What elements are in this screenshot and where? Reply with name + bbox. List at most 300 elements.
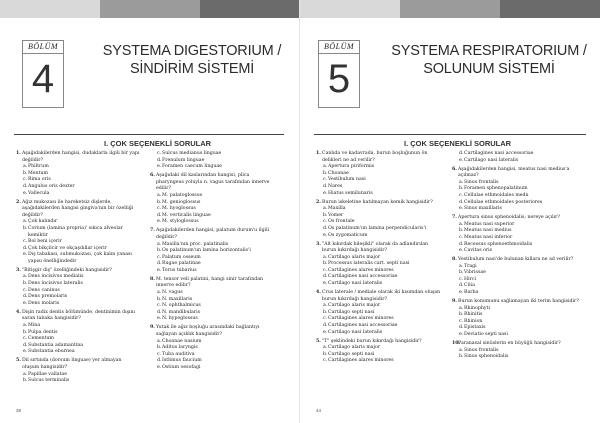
option-text: Substantia adamantina bbox=[28, 342, 84, 348]
option-text: Çok bikçilcir ve okçaşdıllar içerir bbox=[28, 245, 107, 251]
option-text: Foramen caecum linguae bbox=[162, 164, 222, 170]
page-number: 44 bbox=[316, 408, 322, 413]
option-letter: c. bbox=[323, 219, 328, 225]
option-text: Meatus nasi medius bbox=[464, 228, 512, 234]
question-stem bbox=[16, 358, 140, 371]
answer-option bbox=[316, 303, 442, 310]
option-letter: a. bbox=[459, 305, 464, 311]
option-text: Philtrum bbox=[28, 164, 49, 170]
question-number: 3. bbox=[316, 241, 321, 247]
option-letter: a. bbox=[157, 338, 162, 344]
question-number: 1. bbox=[316, 151, 321, 156]
option-letter: b. bbox=[459, 312, 464, 318]
question-text: M. tensor veli palatini, hangi sinir tarafından innerve edilir? bbox=[156, 276, 264, 289]
header-bar-segment bbox=[300, 0, 400, 18]
question-stem bbox=[316, 290, 442, 303]
header-bar-segment bbox=[200, 0, 300, 18]
right-header-bar bbox=[300, 0, 600, 18]
option-text: Os palatinum'un lamina perpendicularis'i bbox=[328, 225, 427, 231]
question-stem bbox=[452, 257, 582, 264]
answer-option bbox=[452, 228, 582, 235]
option-text: Vestibulum nasi bbox=[328, 177, 366, 183]
option-text: N. hypoglossus bbox=[162, 316, 198, 322]
option-letter: d. bbox=[323, 225, 328, 231]
option-letter: c. bbox=[157, 303, 162, 309]
answer-option bbox=[316, 219, 442, 226]
answer-option bbox=[452, 325, 582, 332]
answer-option bbox=[150, 290, 278, 297]
option-text: M. styloglossus bbox=[162, 219, 199, 225]
option-letter: d. bbox=[157, 358, 162, 364]
option-text: Mentum bbox=[28, 170, 48, 176]
chapter-box bbox=[318, 40, 360, 108]
option-letter: e. bbox=[459, 206, 464, 212]
option-letter: a. bbox=[323, 345, 328, 351]
answer-option bbox=[16, 252, 140, 265]
question-item bbox=[150, 173, 278, 226]
option-text: Rhinitis bbox=[464, 312, 483, 318]
header-bar-segment bbox=[0, 0, 100, 18]
answer-option bbox=[316, 323, 442, 330]
answer-option bbox=[452, 235, 582, 242]
question-text: "Bitişgir diş" özelliğindeki hangisidir? bbox=[22, 267, 112, 273]
question-stem bbox=[452, 215, 582, 222]
option-letter: c. bbox=[323, 316, 328, 322]
option-text: Dens incisivus medialis bbox=[28, 274, 84, 280]
answer-option bbox=[452, 206, 582, 213]
option-text: Cartilagines alares minores bbox=[328, 316, 394, 322]
option-letter: d. bbox=[23, 342, 28, 348]
option-letter: a. bbox=[23, 164, 28, 170]
question-number: 6. bbox=[452, 166, 457, 172]
option-letter: d. bbox=[459, 283, 464, 289]
question-number: 6. bbox=[150, 173, 155, 179]
option-letter: d. bbox=[23, 183, 28, 189]
answer-option bbox=[16, 294, 140, 301]
option-letter: d. bbox=[323, 323, 328, 329]
option-text: Cartilago nasi lateralis bbox=[328, 329, 383, 335]
option-letter: e. bbox=[323, 281, 328, 287]
question-stem bbox=[452, 341, 582, 348]
option-text: Mina bbox=[28, 323, 41, 329]
option-letter: a. bbox=[23, 323, 28, 329]
option-text: Os frontale bbox=[328, 219, 355, 225]
option-text: M. verticalis linguae bbox=[162, 212, 211, 218]
option-letter: e. bbox=[157, 219, 162, 225]
question-item bbox=[316, 200, 442, 240]
option-text: Cartilago alaris major bbox=[328, 345, 381, 351]
answer-option bbox=[16, 226, 140, 239]
option-text: Tuba auditiva bbox=[162, 351, 195, 357]
option-letter: e. bbox=[23, 300, 28, 306]
question-item bbox=[316, 151, 442, 197]
header-bar-segment bbox=[500, 0, 600, 18]
option-letter: a. bbox=[323, 254, 328, 260]
option-text: Cartilagines nasi accessoriae bbox=[464, 151, 534, 156]
option-text: Çok kalındır bbox=[28, 219, 58, 225]
option-letter: e. bbox=[459, 332, 464, 337]
option-letter: a. bbox=[157, 192, 162, 198]
option-text: Cartilagines nasi accessoriae bbox=[328, 274, 398, 280]
right-page bbox=[300, 0, 600, 423]
answer-option bbox=[16, 239, 140, 246]
question-item bbox=[16, 310, 140, 356]
question-item bbox=[452, 299, 582, 339]
option-letter: e. bbox=[323, 190, 328, 196]
option-letter: a. bbox=[157, 290, 162, 296]
option-letter: d. bbox=[23, 294, 28, 300]
option-letter: a. bbox=[459, 179, 464, 185]
option-letter: d. bbox=[157, 212, 162, 218]
header-bar-segment bbox=[400, 0, 500, 18]
option-letter: a. bbox=[323, 206, 328, 212]
question-column bbox=[316, 151, 442, 367]
question-number: 9. bbox=[150, 325, 155, 331]
option-text: Vomer bbox=[328, 212, 344, 218]
option-letter: a. bbox=[23, 274, 28, 280]
option-text: Cartilagines alares minores bbox=[328, 267, 394, 273]
option-text: Frenulum linguae bbox=[162, 157, 205, 163]
question-number: 5. bbox=[316, 338, 321, 344]
question-stem bbox=[316, 151, 442, 164]
answer-option bbox=[452, 312, 582, 319]
option-letter: b. bbox=[459, 354, 464, 360]
answer-option bbox=[316, 330, 442, 337]
option-letter: c. bbox=[323, 177, 328, 183]
question-number: 4. bbox=[316, 290, 321, 296]
option-letter: b. bbox=[323, 351, 328, 357]
answer-option bbox=[452, 354, 582, 361]
question-column bbox=[452, 151, 582, 363]
option-text: M. genioglossus bbox=[162, 199, 201, 205]
option-letter: e. bbox=[323, 329, 328, 335]
answer-option bbox=[316, 206, 442, 213]
answer-option bbox=[316, 358, 442, 365]
option-text: Rhinion bbox=[464, 318, 483, 324]
answer-option bbox=[16, 219, 140, 226]
question-item bbox=[150, 151, 278, 171]
option-text: Substantia eburnea bbox=[28, 349, 75, 355]
option-text: M. palatoglossus bbox=[162, 192, 203, 198]
option-text: Recessus sphenoethmoidalis bbox=[464, 241, 533, 247]
option-letter: e. bbox=[157, 164, 162, 170]
question-number: 10. bbox=[452, 340, 461, 346]
question-number: 9. bbox=[452, 299, 457, 305]
option-text: N. maxillaris bbox=[162, 296, 193, 302]
option-letter: c. bbox=[459, 318, 464, 324]
answer-option bbox=[150, 193, 278, 200]
option-text: M. hyoglossus bbox=[162, 206, 196, 212]
answer-option bbox=[316, 164, 442, 171]
option-letter: b. bbox=[323, 261, 328, 267]
option-text: Sinus frontalis bbox=[464, 179, 499, 185]
question-stem bbox=[452, 167, 582, 180]
question-text: Ağız mukozası ile hareketsiz dişlerde, aşağıdakilerden hangisi gingiva'nın bir özelliği değildir? bbox=[22, 199, 134, 218]
question-number: 2. bbox=[316, 199, 321, 205]
option-letter: b. bbox=[459, 228, 464, 234]
answer-option bbox=[316, 345, 442, 352]
option-letter: e. bbox=[459, 290, 464, 296]
chapter-number: 4 bbox=[31, 57, 55, 101]
option-text: Dens incisivus lateralis bbox=[28, 281, 83, 287]
option-text: Deviatio septi nasi bbox=[464, 332, 508, 337]
answer-option bbox=[452, 248, 582, 255]
option-text: Torus tubarius bbox=[162, 267, 197, 273]
option-letter: c. bbox=[23, 287, 28, 293]
page-number: 38 bbox=[16, 408, 22, 413]
question-item bbox=[150, 277, 278, 323]
option-text: Corium (lamina propria)' sıkıca alveolar kemiktir bbox=[28, 225, 123, 238]
option-letter: b. bbox=[323, 212, 328, 218]
answer-option bbox=[16, 164, 140, 171]
section-divider bbox=[14, 134, 284, 135]
option-text: Bol beni içerir bbox=[28, 239, 62, 245]
chapter-title-line2: SİNDİRİM SİSTEMİ bbox=[129, 61, 255, 77]
option-letter: b. bbox=[157, 296, 162, 302]
option-letter: d. bbox=[323, 183, 328, 189]
answer-option bbox=[452, 151, 582, 158]
option-letter: b. bbox=[323, 309, 328, 315]
question-item bbox=[452, 151, 582, 164]
option-letter: c. bbox=[157, 206, 162, 212]
question-stem bbox=[316, 242, 442, 255]
option-text: Aditus laryngis bbox=[162, 345, 198, 351]
option-text: Foramen sphenopalatinum bbox=[464, 186, 528, 192]
question-item bbox=[16, 151, 140, 197]
option-text: Cartilagines nasi accessoriae bbox=[328, 323, 398, 329]
option-text: Rugae palatinae bbox=[162, 261, 201, 267]
answer-option bbox=[150, 365, 278, 372]
option-text: Rima oris bbox=[28, 177, 51, 183]
answer-option bbox=[452, 270, 582, 277]
question-stem bbox=[150, 228, 278, 241]
question-item bbox=[452, 341, 582, 361]
question-text: Burun iskeletine katılmayan kemik hangisidir? bbox=[322, 199, 433, 205]
question-text: Apertura sinus sphenoidalis; nereye açılır? bbox=[458, 215, 560, 221]
option-text: Sinus maxillaris bbox=[464, 206, 502, 212]
option-text: Cartilagines alares minores bbox=[328, 358, 394, 364]
question-number: 5. bbox=[16, 358, 21, 364]
option-letter: d. bbox=[459, 199, 464, 205]
chapter-label: BÖLÜM bbox=[23, 41, 63, 54]
answer-option bbox=[316, 177, 442, 184]
question-item bbox=[16, 358, 140, 384]
question-text: Dişin radix dentis bölümünde, dentinimin dışını saran tabaka hangisidir? bbox=[22, 309, 136, 322]
option-text: Meatus nasi superior bbox=[464, 221, 515, 227]
option-letter: c. bbox=[23, 336, 28, 342]
option-letter: a. bbox=[459, 347, 464, 353]
option-text: Barba bbox=[464, 290, 479, 296]
option-letter: a. bbox=[157, 241, 162, 247]
option-text: Cellulae ethmoidales posteriores bbox=[464, 199, 543, 205]
option-text: Processus lateralis cart. septi nasi bbox=[328, 261, 410, 267]
option-text: Cementum bbox=[28, 336, 54, 342]
answer-option bbox=[16, 349, 140, 356]
option-text: Papillae vallatae bbox=[28, 371, 67, 377]
option-text: Rhinophyti bbox=[464, 305, 490, 311]
answer-option bbox=[452, 290, 582, 297]
option-letter: e. bbox=[459, 248, 464, 254]
chapter-box bbox=[22, 40, 64, 108]
answer-option bbox=[316, 226, 442, 233]
answer-option bbox=[150, 219, 278, 226]
option-letter: b. bbox=[23, 329, 28, 335]
option-letter: e. bbox=[23, 349, 28, 355]
option-text: N. ophthalmicus bbox=[162, 303, 201, 309]
question-text: "Alt kıkırdak bileşikli" olarak da adlandırılan burun kıkırdağı hangisidir? bbox=[322, 241, 429, 254]
answer-option bbox=[16, 184, 140, 191]
option-letter: d. bbox=[157, 157, 162, 163]
question-item bbox=[16, 200, 140, 266]
option-text: N. vagus bbox=[162, 290, 183, 296]
option-text: Hiatus semilunaris bbox=[328, 190, 373, 196]
answer-option bbox=[16, 378, 140, 385]
option-letter: e. bbox=[157, 364, 162, 370]
option-text: Cellulae ethmoidales mediı bbox=[464, 192, 529, 198]
option-letter: e. bbox=[459, 157, 464, 163]
answer-option bbox=[316, 281, 442, 288]
option-letter: c. bbox=[323, 358, 328, 364]
option-text: Maxilla bbox=[328, 206, 346, 212]
answer-option bbox=[16, 281, 140, 288]
option-letter: d. bbox=[157, 309, 162, 315]
question-item bbox=[452, 167, 582, 213]
answer-option bbox=[316, 233, 442, 240]
option-letter: d. bbox=[459, 325, 464, 331]
question-text: Vestibulum nasi'de bulunan kıllara ne ad verilir? bbox=[458, 257, 574, 263]
option-letter: b. bbox=[23, 281, 28, 287]
option-text: Sinus sphenoidalis bbox=[464, 354, 509, 360]
option-letter: b. bbox=[23, 225, 28, 231]
option-text: Epistaxis bbox=[464, 325, 486, 331]
option-letter: b. bbox=[157, 248, 162, 254]
question-item bbox=[150, 228, 278, 274]
option-letter: e. bbox=[23, 190, 28, 196]
option-text: Cartilago alaris major bbox=[328, 254, 381, 260]
option-letter: b. bbox=[323, 170, 328, 176]
question-number: 8. bbox=[150, 276, 155, 282]
option-letter: b. bbox=[157, 199, 162, 205]
option-text: N. mandibularis bbox=[162, 309, 200, 315]
option-letter: d. bbox=[157, 261, 162, 267]
section-title: I. ÇOK SEÇENEKLİ SORULAR bbox=[404, 139, 512, 148]
option-letter: d. bbox=[323, 274, 328, 280]
option-letter: c. bbox=[23, 239, 28, 245]
question-number: 4. bbox=[16, 309, 21, 315]
chapter-title bbox=[384, 42, 594, 78]
question-text: Crus laterale / mediale olarak iki kısımdan oluşan burun kıkırdağı hangisidir? bbox=[322, 290, 441, 302]
section-title: I. ÇOK SEÇENEKLİ SORULAR bbox=[104, 139, 212, 148]
answer-option bbox=[150, 345, 278, 352]
question-item bbox=[316, 290, 442, 336]
option-letter: c. bbox=[459, 234, 464, 240]
option-letter: c. bbox=[23, 177, 28, 183]
option-text: Sulcus terminalis bbox=[28, 378, 70, 384]
option-text: Choanae bbox=[328, 170, 349, 176]
option-letter: c. bbox=[323, 267, 328, 273]
option-letter: e. bbox=[323, 232, 328, 238]
option-letter: b. bbox=[459, 186, 464, 192]
question-stem bbox=[452, 299, 582, 306]
option-text: Cartilago nasi lateralis bbox=[464, 157, 519, 163]
chapter-label: BÖLÜM bbox=[319, 41, 359, 54]
option-text: Palatum osseum bbox=[162, 254, 201, 260]
question-number: 8. bbox=[452, 257, 457, 263]
question-stem bbox=[16, 200, 140, 220]
question-text: Aşağıdakilerden hangisi, meatus nasi medius'a açılmaz? bbox=[458, 166, 570, 179]
option-letter: a. bbox=[459, 221, 464, 227]
option-text: Isthmus faucium bbox=[162, 358, 202, 364]
option-text: Cartilago septi nasi bbox=[328, 309, 375, 315]
option-letter: e. bbox=[157, 316, 162, 322]
option-letter: d. bbox=[459, 241, 464, 247]
answer-option bbox=[150, 206, 278, 213]
answer-option bbox=[16, 323, 140, 330]
option-letter: e. bbox=[157, 267, 162, 273]
question-column bbox=[16, 151, 140, 387]
question-stem bbox=[16, 310, 140, 323]
option-text: Cartilago septi nasi bbox=[328, 351, 375, 357]
option-text: Hirci bbox=[464, 276, 476, 282]
answer-option bbox=[150, 358, 278, 365]
option-letter: a. bbox=[23, 371, 28, 377]
option-text: Cavitas oris bbox=[464, 248, 493, 254]
question-text: Aşağıdakilerden hangisi, palatum durum'u ilgili değildir? bbox=[156, 228, 270, 240]
option-text: Maxilla'nın proc. palatinalis bbox=[162, 241, 229, 247]
option-text: Vallecula bbox=[28, 190, 50, 196]
answer-option bbox=[452, 332, 582, 339]
question-text: Paranasal sinüslerin en büyüğü hangisidir? bbox=[458, 340, 561, 346]
question-column bbox=[150, 151, 278, 374]
question-item bbox=[316, 339, 442, 365]
option-text: Os palatinum'un lamina horizontalis'i bbox=[162, 248, 251, 254]
question-text: Aşağıdaki dil kaslarından hangisi, plica pharyngeus yoluyla n. vagus tarafından innerve edilir? bbox=[156, 173, 270, 192]
option-text: Apertura piriformis bbox=[328, 164, 375, 170]
answer-option bbox=[150, 248, 278, 255]
option-text: Os zygomaticum bbox=[328, 232, 368, 238]
chapter-title-line1: SYSTEMA RESPIRATORIUM / bbox=[391, 43, 587, 59]
question-item bbox=[452, 257, 582, 297]
answer-option bbox=[316, 191, 442, 198]
chapter-title bbox=[92, 42, 292, 78]
question-text: Burun konumunu sağlamayan iki terim hangisidir? bbox=[458, 299, 579, 305]
chapter-title-line2: SOLUNUM SİSTEMİ bbox=[423, 61, 555, 77]
question-text: Canlıda ve kadavrada, burun boşluğunun ön delikleri ne ad verilir? bbox=[322, 151, 428, 163]
option-text: Sinus frontalis bbox=[464, 347, 499, 353]
answer-option bbox=[452, 186, 582, 193]
question-text: "T" şeklindeki burun kıkırdağı hangisidir? bbox=[322, 338, 422, 344]
question-number: 7. bbox=[452, 215, 457, 221]
question-number: 3. bbox=[16, 267, 21, 273]
option-letter: b. bbox=[157, 345, 162, 351]
answer-option bbox=[316, 261, 442, 268]
option-text: Dış tabakası, submukozası, çok kalın yanası yapısı önelliğindedir bbox=[28, 252, 132, 264]
question-number: 7. bbox=[150, 228, 155, 234]
option-text: Meatus nasi inferior bbox=[464, 234, 513, 240]
answer-option bbox=[16, 191, 140, 198]
option-letter: e. bbox=[23, 252, 28, 258]
question-stem bbox=[16, 151, 140, 164]
option-text: Vibrissae bbox=[464, 270, 486, 276]
option-text: Cartilago nasi lateralis bbox=[328, 281, 383, 287]
answer-option bbox=[452, 158, 582, 165]
option-letter: a. bbox=[23, 219, 28, 225]
option-letter: b. bbox=[23, 378, 28, 384]
answer-option bbox=[150, 303, 278, 310]
chapter-number: 5 bbox=[327, 57, 351, 101]
answer-option bbox=[150, 151, 278, 158]
option-text: Sulcus medianus linguae bbox=[162, 151, 222, 156]
